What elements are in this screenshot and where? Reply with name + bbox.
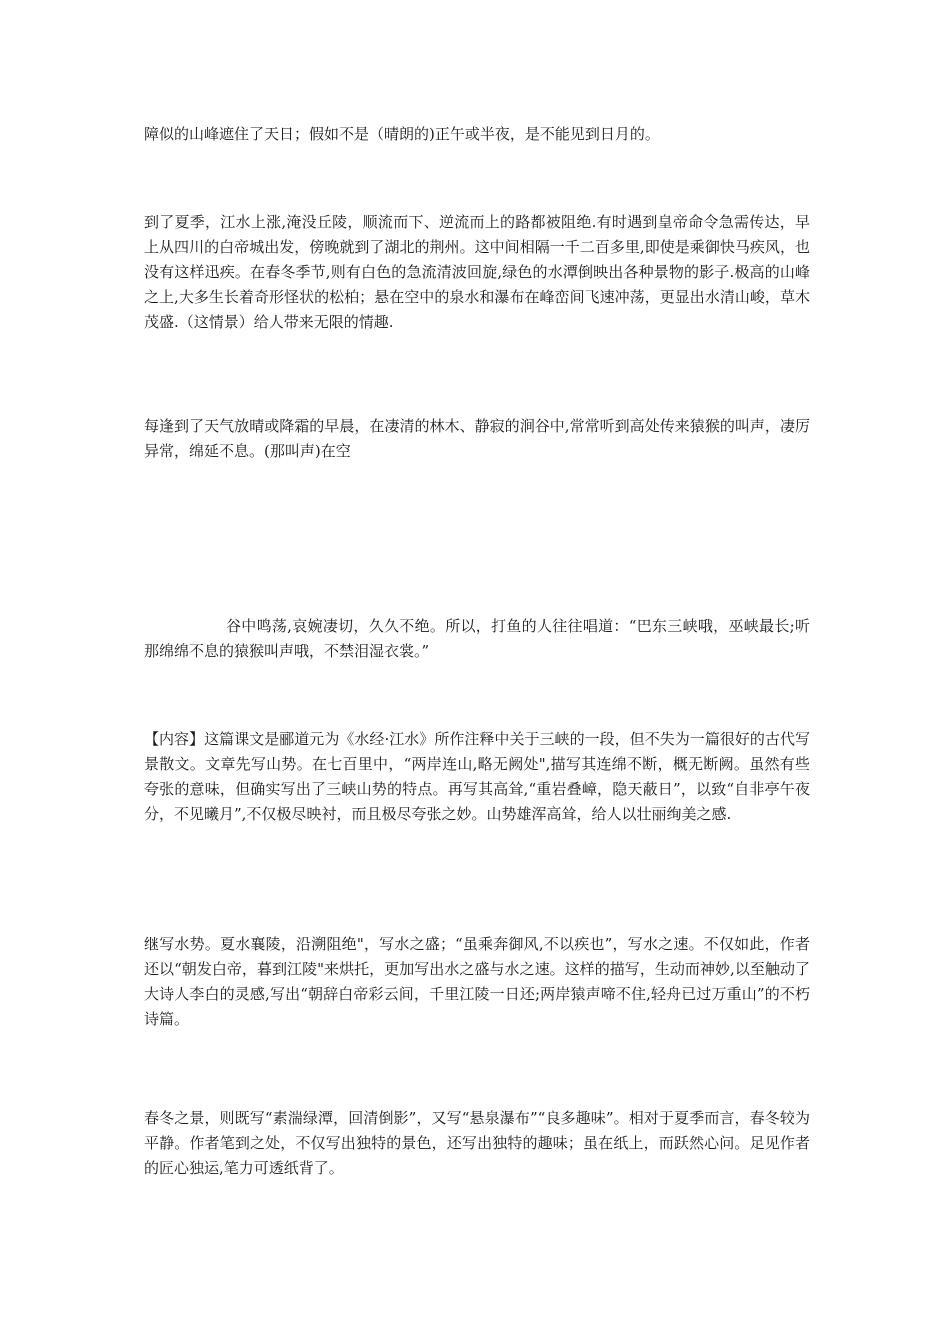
paragraph-2: 到了夏季，江水上涨,淹没丘陵，顺流而下、逆流而上的路都被阻绝.有时遇到皇帝命令急需传达，早上从四川的白帝城出发，傍晚就到了湖北的荆州。这中间相隔一千二百多里,即使是乘御快马疾风，也没有这样迅疾。在春冬季节,则有白色的急流清波回旋,绿色的水潭倒映出各种景物的影子.极高的山峰之上,大多生长着奇形怪状的松柏；悬在空中的泉水和瀑布在峰峦间飞速冲荡，更显出水清山峻，草木茂盛.（这情景）给人带来无限的情趣. bbox=[144, 213, 810, 331]
paragraph-7: 春冬之景，则既写“素湍绿潭，回清倒影”，又写“悬泉瀑布”“良多趣味”。相对于夏季而言，春冬较为平静。作者笔到之处，不仅写出独特的景色，还写出独特的趣味；虽在纸上，而跃然心问。足见作者的匠心独运,笔力可透纸背了。 bbox=[144, 1109, 810, 1177]
paragraph-4: 谷中鸣荡,哀婉凄切，久久不绝。所以，打鱼的人往往唱道：“巴东三峡哦，巫峡最长;听那绵绵不息的猿猴叫声哦，不禁泪湿衣裳。” bbox=[144, 617, 810, 660]
paragraph-5: 【内容】这篇课文是郦道元为《水经·江水》所作注释中关于三峡的一段，但不失为一篇很好的古代写景散文。文章先写山势。在七百里中，“两岸连山,略无阙处",描写其连绵不断，概无断阙。虽然有些夸张的意味，但确实写出了三峡山势的特点。再写其高耸,“重岩叠嶂，隐天蔽日”，以致“自非亭午夜分，不见曦月”,不仅极尽映衬，而且极尽夸张之妙。山势雄浑高耸，给人以壮丽绚美之感. bbox=[144, 730, 810, 823]
paragraph-6: 继写水势。夏水襄陵，沿溯阻绝"，写水之盛；“虽乘奔御风,不以疾也”，写水之速。不仅如此，作者还以“朝发白帝，暮到江陵"来烘托，更加写出水之盛与水之速。这样的描写，生动而神妙,以至触动了大诗人李白的灵感,写出“朝辞白帝彩云间，千里江陵一日还;两岸猿声啼不住,轻舟已过万重山”的不朽诗篇。 bbox=[144, 935, 810, 1028]
paragraph-3: 每逢到了天气放晴或降霜的早晨，在凄清的林木、静寂的涧谷中,常常听到高处传来猿猴的叫声，凄厉异常，绵延不息。(那叫声)在空 bbox=[144, 417, 810, 460]
paragraph-1: 障似的山峰遮住了天日；假如不是（晴朗的)正午或半夜，是不能见到日月的。 bbox=[144, 125, 660, 143]
